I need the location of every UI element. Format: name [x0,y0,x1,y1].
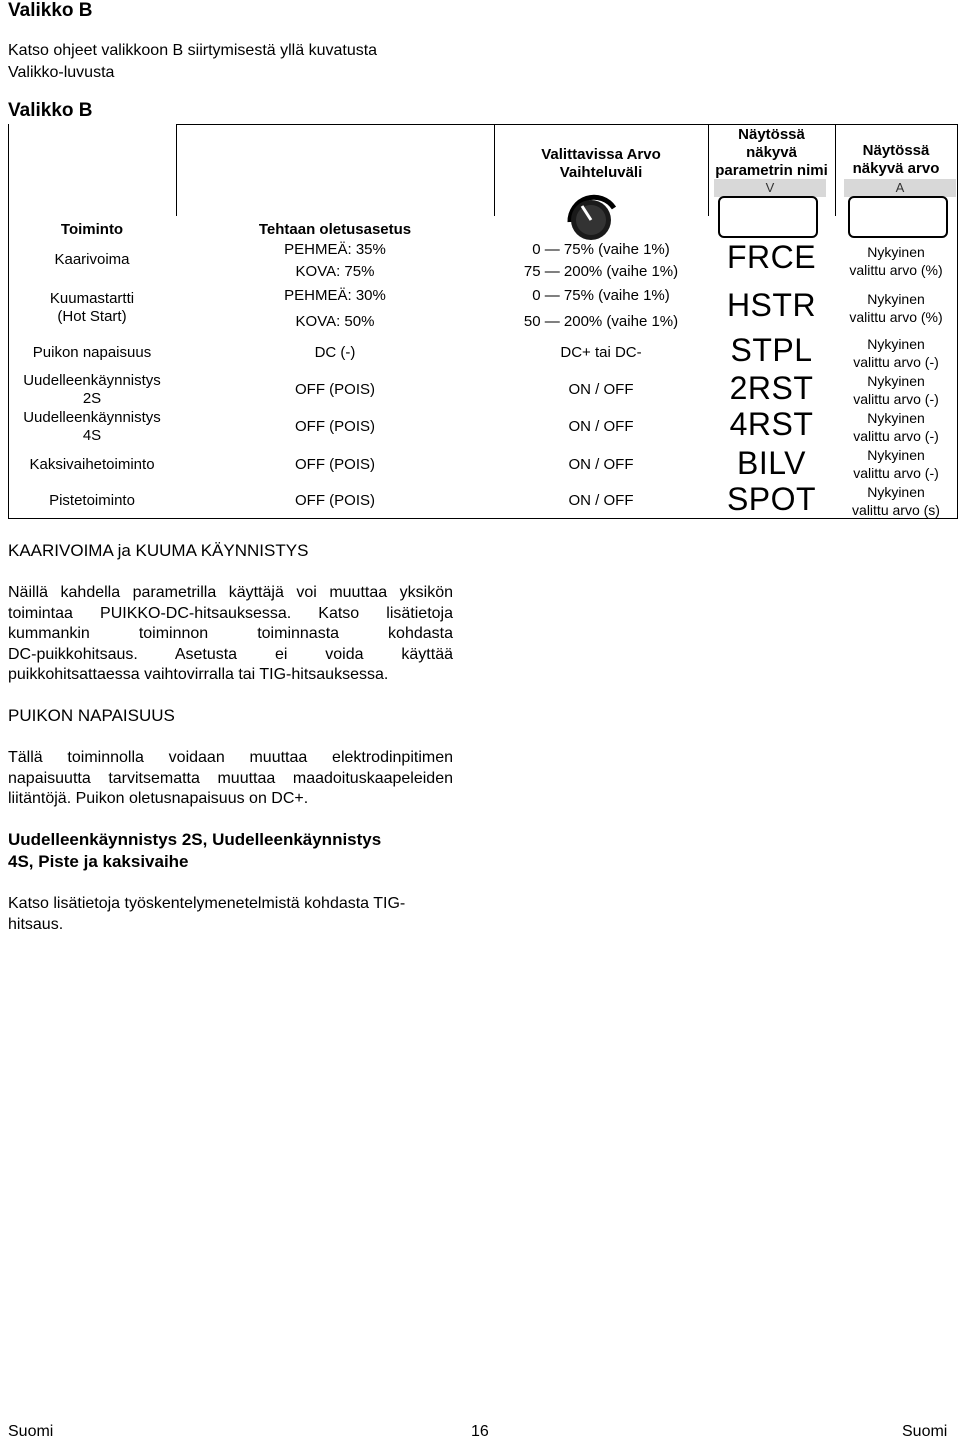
paragraph-line: puikkohitsattaessa vaihtovirralla tai TIG-hitsauksessa. [8,666,389,683]
table-border [176,124,958,125]
value-cell [840,372,952,408]
value-cell [840,290,952,326]
value-line: valittu arvo (%) [849,262,943,278]
header-param-line: parametrin nimi [715,162,828,179]
default-cell: OFF (POIS) [295,418,375,435]
value-line: Nykyinen [867,484,925,500]
header-value-line: Näytössä [862,142,930,159]
value-cell [840,409,952,445]
param-code: 4RST [729,406,814,442]
default-cell: PEHMEÄ: 35% [284,241,386,258]
range-cell: 0 — 75% (vaihe 1%) [532,241,670,258]
header-param-name [708,126,835,180]
paragraph-line: Tällä toiminnolla voidaan muuttaa elektrodinpitimen [8,749,453,766]
param-code: FRCE [726,239,817,275]
value-line: valittu arvo (-) [853,391,939,407]
range-cell: DC+ tai DC- [560,344,642,361]
table-border [957,124,958,519]
value-cell [840,483,952,519]
value-line: Nykyinen [867,373,925,389]
value-line: Nykyinen [867,291,925,307]
paragraph-line: napaisuutta tarvitsematta muuttaa maadoituskaapeleiden [8,769,453,787]
paragraph-line: liitäntöjä. Puikon oletusnapaisuus on DC+. [8,790,309,807]
menu-b-table [8,124,958,519]
param-code: HSTR [726,287,817,323]
function-cell: Pistetoiminto [49,492,135,509]
menu-b-title: Valikko B [8,0,93,21]
lcd-display-a [848,196,948,238]
function-cell: Kaarivoima [54,251,130,268]
range-cell: ON / OFF [568,456,634,473]
function-line: Kuumastartti [49,290,135,307]
function-cell [8,372,176,408]
col-function: Toiminto [60,221,124,238]
value-cell [840,243,952,279]
default-cell: OFF (POIS) [295,456,375,473]
value-line: valittu arvo (-) [853,465,939,481]
value-line: valittu arvo (s) [852,502,940,518]
header-value-line: näkyvä arvo [852,160,940,177]
function-cell [8,409,176,445]
default-cell: PEHMEÄ: 30% [284,287,386,304]
header-range-line: Valittavissa Arvo [541,146,661,163]
section-paragraph [8,583,453,686]
value-cell [840,335,952,371]
range-cell: 0 — 75% (vaihe 1%) [532,287,670,304]
default-cell: OFF (POIS) [295,492,375,509]
function-cell: Kaksivaihetoiminto [29,456,155,473]
table-border [8,518,958,519]
current-display-bar: A [844,179,956,197]
paragraph-line: Näillä kahdella parametrilla käyttäjä voi muuttaa yksikön [8,584,453,601]
table-heading: Valikko B [8,100,93,121]
paragraph-line: Katso lisätietoja työskentelymenetelmistä kohdasta TIG- [8,895,406,912]
default-cell: KOVA: 75% [295,263,375,280]
function-cell: Puikon napaisuus [32,344,152,361]
function-line: Uudelleenkäynnistys [23,409,161,426]
section-title: PUIKON NAPAISUUS [8,706,175,725]
range-cell: 75 — 200% (vaihe 1%) [523,263,679,280]
header-param-line: näkyvä [746,144,797,161]
range-cell: ON / OFF [568,492,634,509]
param-code: 2RST [729,370,814,406]
param-code: SPOT [726,481,817,517]
default-cell: DC (-) [314,344,356,361]
function-cell [8,290,176,326]
section-title [8,829,381,873]
value-line: Nykyinen [867,244,925,260]
col-default: Tehtaan oletusasetus [258,221,412,238]
range-cell: 50 — 200% (vaihe 1%) [523,313,679,330]
table-border [176,124,177,216]
value-line: Nykyinen [867,447,925,463]
header-range-line: Vaihteluväli [559,164,643,181]
range-cell: ON / OFF [568,381,634,398]
header-display-value [835,142,957,178]
function-line: 2S [82,390,102,407]
voltage-display-bar: V [714,179,826,197]
function-line: (Hot Start) [57,308,127,325]
default-cell: OFF (POIS) [295,381,375,398]
default-cell: KOVA: 50% [295,313,375,330]
section-title-line: Uudelleenkäynnistys 2S, Uudelleenkäynnistys [8,830,382,849]
paragraph-line: hitsaus. [8,915,64,933]
paragraph-line: kummankin toiminnon toiminnasta kohdasta [8,625,453,642]
value-line: valittu arvo (-) [853,428,939,444]
function-line: 4S [82,427,102,444]
header-param-line: Näytössä [738,126,805,143]
value-line: Nykyinen [867,410,925,426]
function-line: Uudelleenkäynnistys [23,372,161,389]
param-code: BILV [737,445,806,481]
lcd-display-v [718,196,818,238]
footer-right: Suomi [902,1423,948,1440]
paragraph-line: toimintaa PUIKKO-DC-hitsauksessa. Katso lisätietoja [8,604,453,622]
footer-left: Suomi [8,1423,54,1440]
section-paragraph [8,748,453,810]
section-paragraph [8,894,453,935]
value-line: valittu arvo (%) [849,309,943,325]
intro-text [8,40,377,84]
section-title-line: 4S, Piste ja kaksivaihe [8,852,189,871]
section-title: KAARIVOIMA ja KUUMA KÄYNNISTYS [8,541,309,560]
value-cell [840,446,952,482]
intro-line: Valikko-luvusta [8,64,115,81]
range-cell: ON / OFF [568,418,634,435]
value-line: valittu arvo (-) [853,354,939,370]
paragraph-line: DC-puikkohitsaus. Asetusta ei voida käyttää [8,645,453,663]
intro-line: Katso ohjeet valikkoon B siirtymisestä yllä kuvatusta [8,42,378,59]
rotary-knob-icon [556,182,626,242]
value-line: Nykyinen [867,336,925,352]
page-number: 16 [471,1423,489,1440]
param-code: STPL [730,332,813,368]
header-range [494,146,708,182]
